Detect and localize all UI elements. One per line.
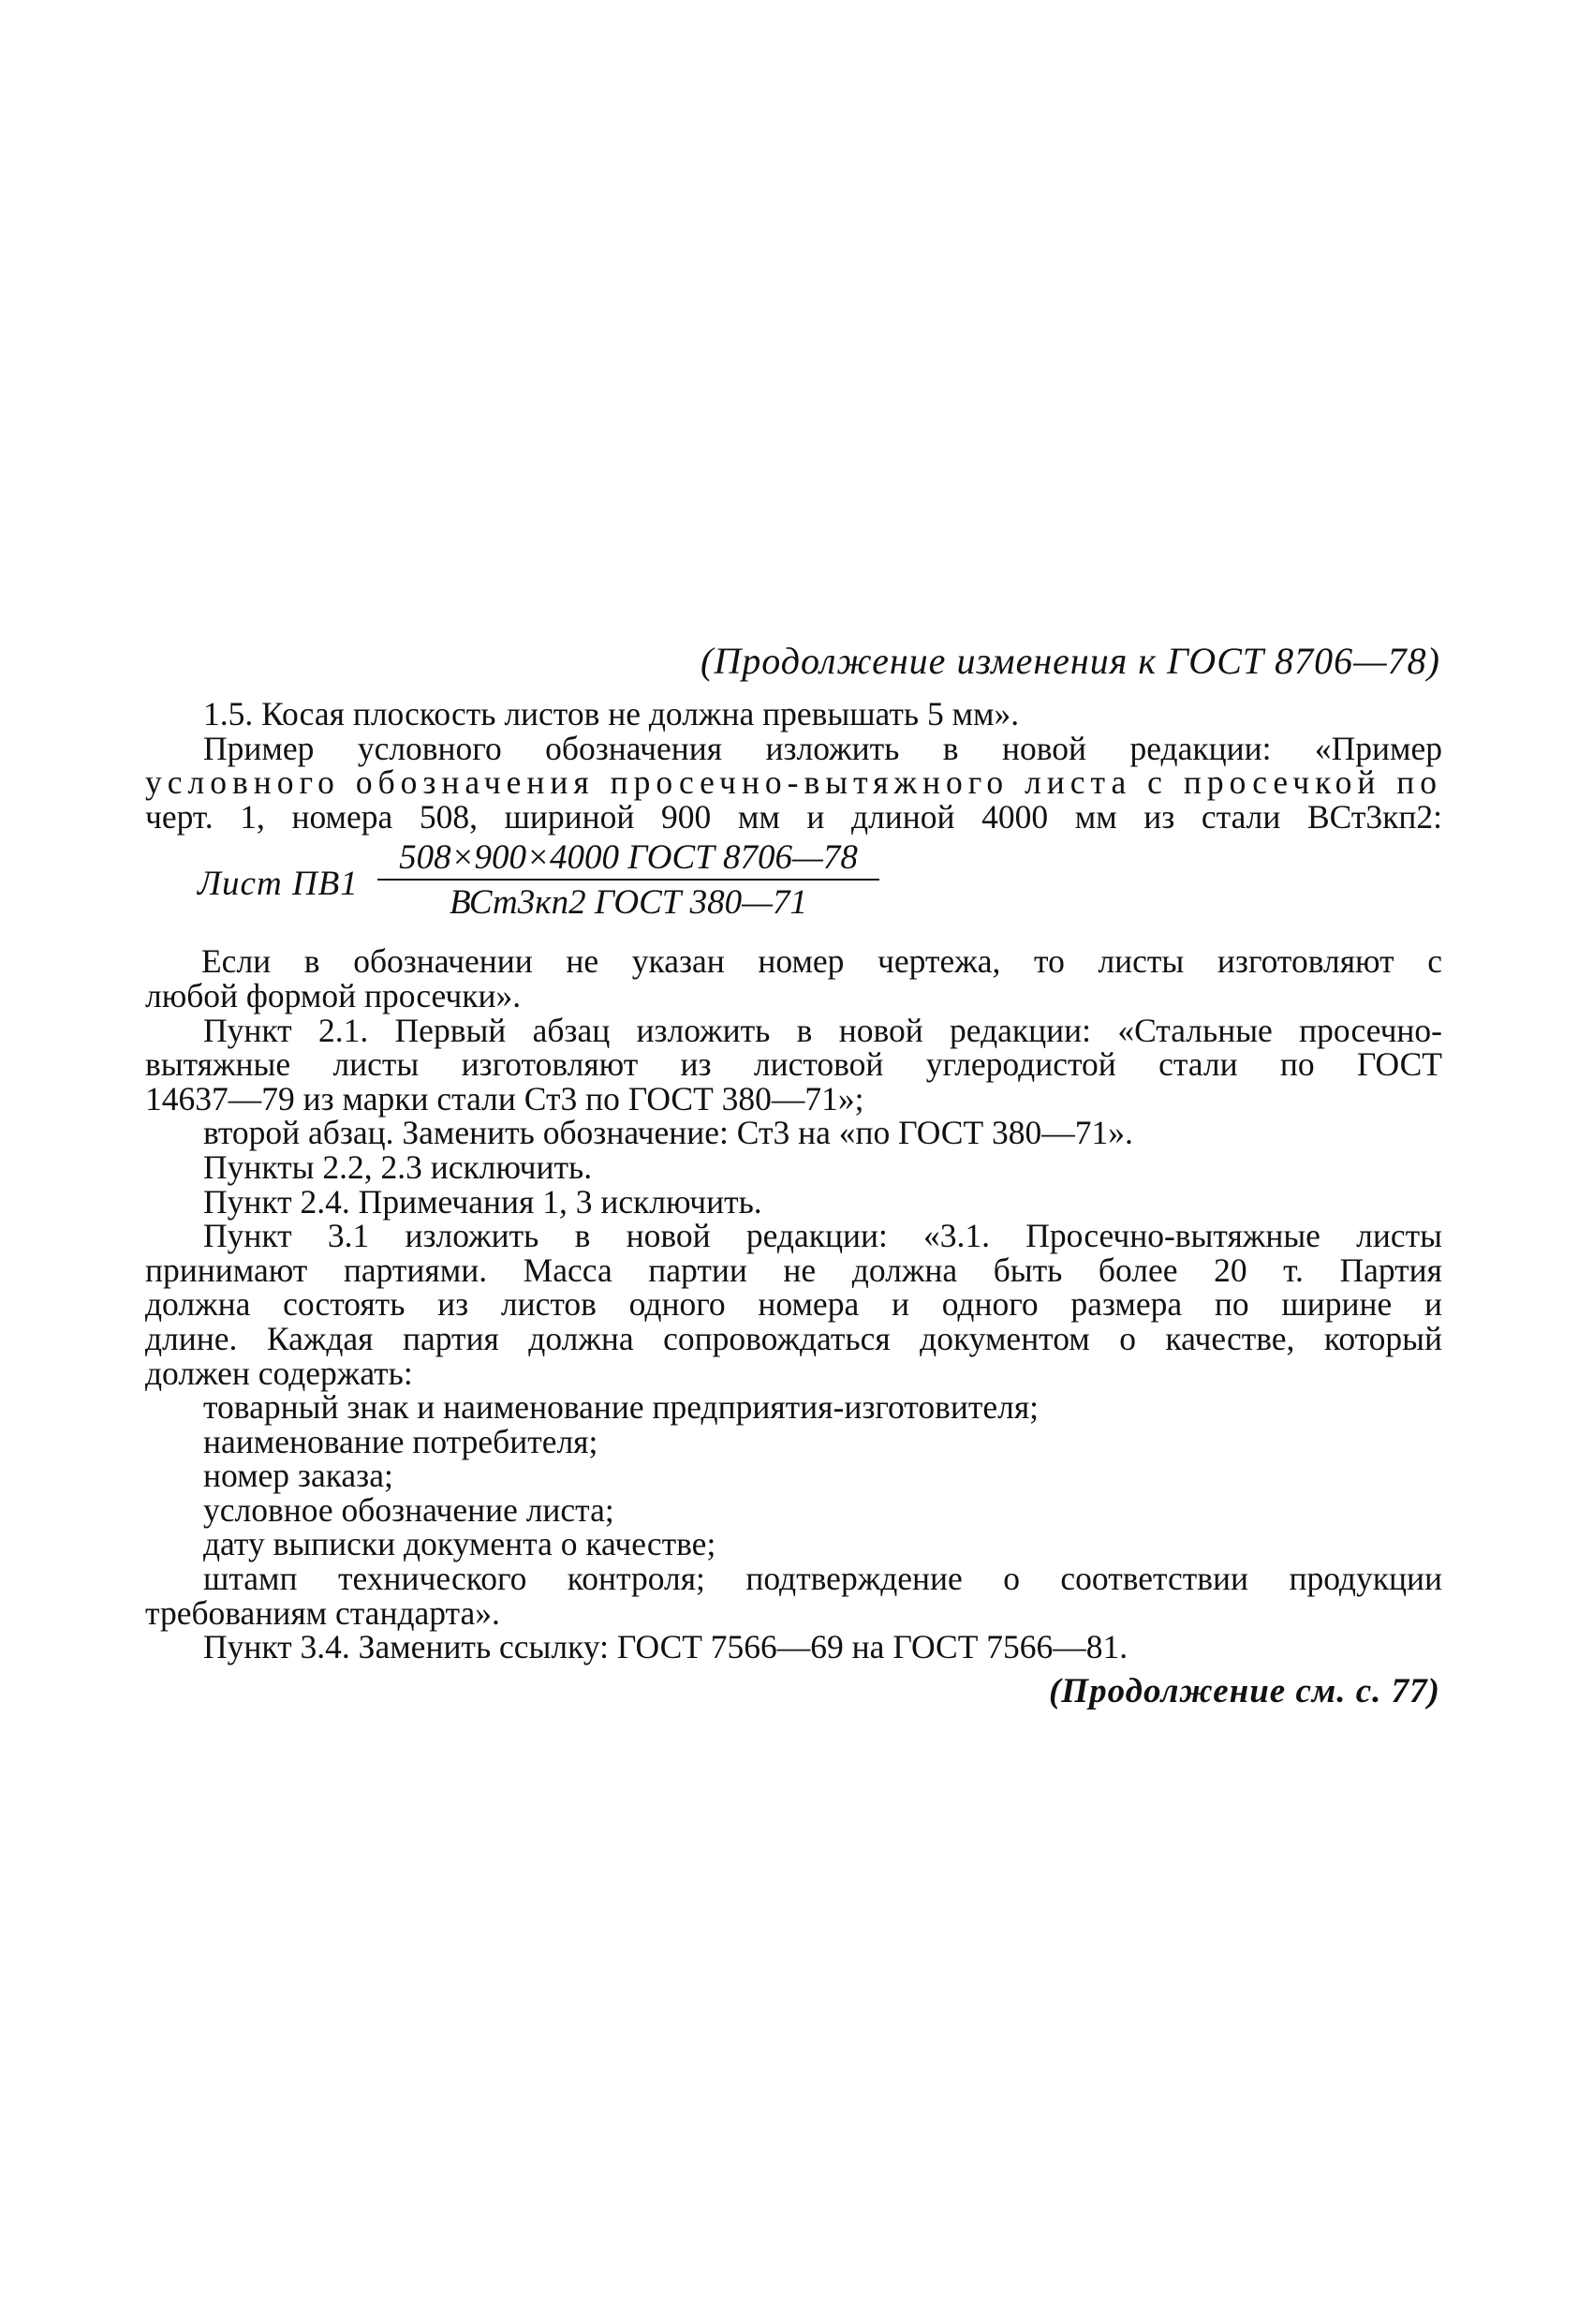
list-item: штамп технического контроля; подтверждение о соответствии продукции [203,1560,1442,1598]
paragraph-example-line-2: условного обозначения просечно-вытяжного листа с просечкой по [145,763,1442,802]
paragraph-3-4: Пункт 3.4. Заменить ссылку: ГОСТ 7566—69 на ГОСТ 7566—81. [203,1628,1128,1666]
paragraph-no-drawing-line-2: любой формой просечки». [145,976,522,1014]
paragraph-second-abzac: второй абзац. Заменить обозначение: Ст3 на «по ГОСТ 380—71». [203,1114,1133,1152]
paragraph-2-4: Пункт 2.4. Примечания 1, 3 исключить. [203,1182,762,1221]
paragraph-3-1-line-2: принимают партиями. Масса партии не должна быть более 20 т. Партия [145,1251,1442,1289]
paragraph-3-1-line-5: должен содержать: [145,1354,413,1392]
continuation-header: (Продолжение изменения к ГОСТ 8706—78) [701,640,1440,682]
list-item: дату выписки документа о качестве; [203,1525,716,1563]
paragraph-no-drawing-line-1: Если в обозначении не указан номер чертежа, то листы изготовляют с [201,942,1442,981]
continuation-footer: (Продолжение см. с. 77) [1048,1672,1440,1710]
paragraph-1-5: 1.5. Косая плоскость листов не должна превышать 5 мм». [203,695,1020,733]
paragraph-3-1-line-4: длине. Каждая партия должна сопровождаться документом о качестве, который [145,1319,1442,1357]
formula-fraction-bar [377,879,879,881]
paragraph-3-1-line-1: Пункт 3.1 изложить в новой редакции: «3.1. Просечно-вытяжные листы [203,1217,1442,1255]
formula-fraction [377,839,879,922]
list-item: товарный знак и наименование предприятия-изготовителя; [203,1388,1040,1427]
formula-left-side: Лист ПВ1 [198,865,359,904]
paragraph-example-line-1: Пример условного обозначения изложить в новой редакции: «Пример [203,729,1442,767]
paragraph-2-2-2-3: Пункты 2.2, 2.3 исключить. [203,1147,593,1186]
list-item: наименование потребителя; [203,1422,598,1460]
paragraph-2-1-line-1: Пункт 2.1. Первый абзац изложить в новой редакции: «Стальные просечно- [203,1011,1442,1049]
document-page [145,0,1442,2324]
paragraph-example-line-3: черт. 1, номера 508, шириной 900 мм и длиной 4000 мм из стали ВСт3кп2: [145,797,1442,836]
paragraph-2-1-line-2: вытяжные листы изготовляют из листовой углеродистой стали по ГОСТ [145,1045,1442,1084]
document-body [145,697,1442,1665]
formula-denominator: ВСт3кп2 ГОСТ 380—71 [449,883,808,923]
list-item: условное обозначение листа; [203,1490,614,1529]
list-item-continuation: требованиям стандарта». [145,1593,500,1632]
paragraph-3-1-line-3: должна состоять из листов одного номера и одного размера по ширине и [145,1285,1442,1324]
designation-formula [145,839,1442,925]
list-item: номер заказа; [203,1457,393,1495]
formula-numerator: 508×900×4000 ГОСТ 8706—78 [399,838,858,878]
paragraph-2-1-line-3: 14637—79 из марки стали Ст3 по ГОСТ 380—71»; [145,1079,864,1118]
